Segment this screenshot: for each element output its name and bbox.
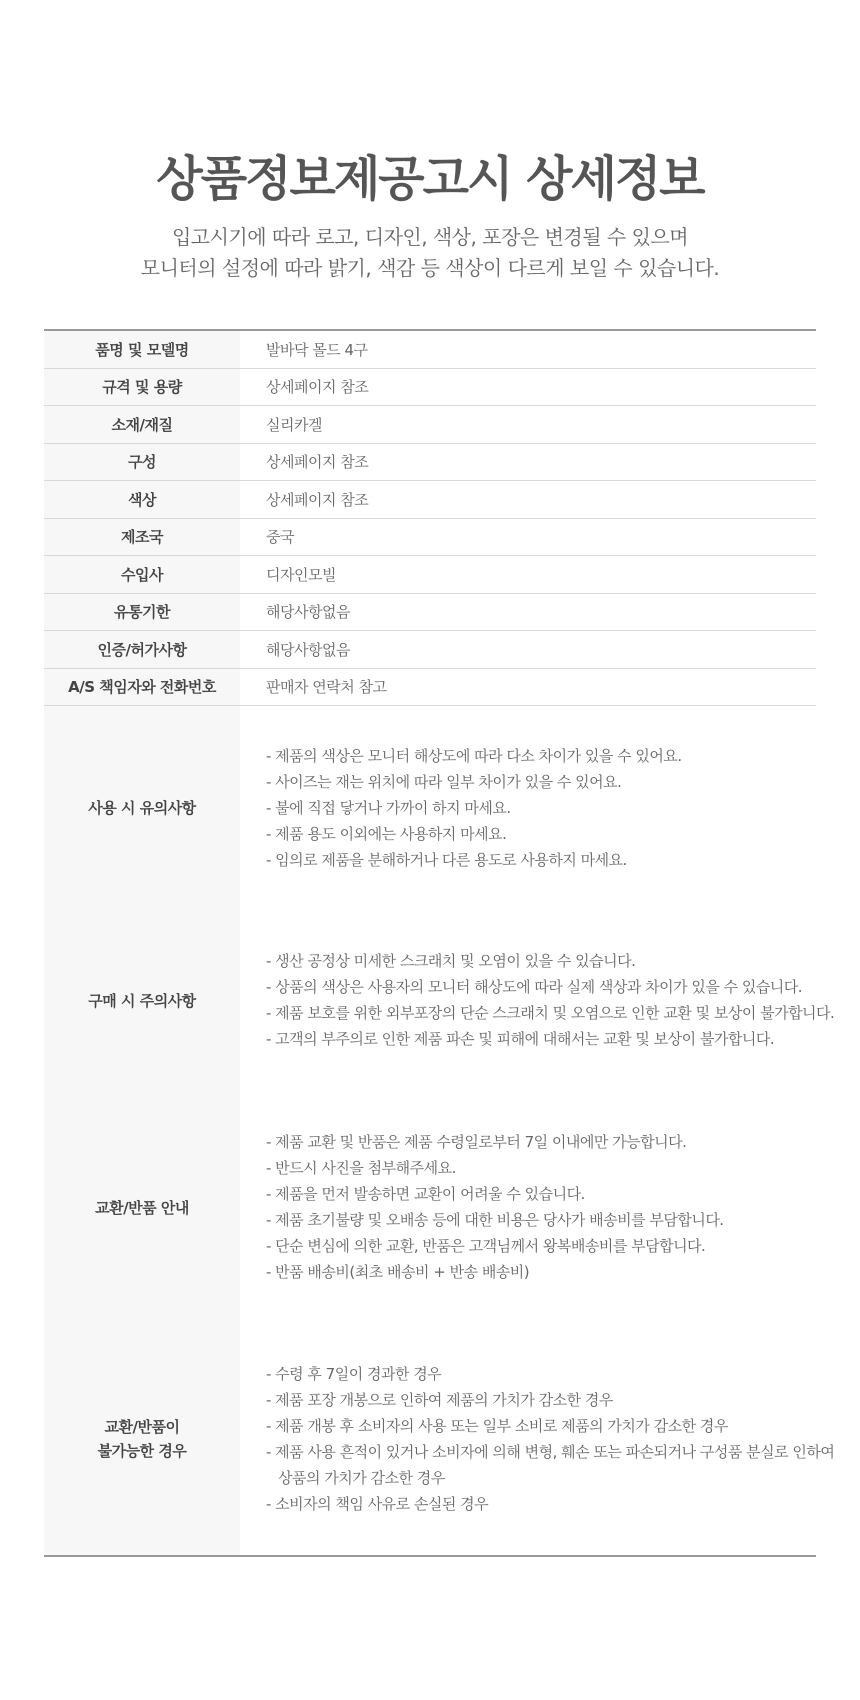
no-exchange-note: - 수령 후 7일이 경과한 경우: [266, 1365, 442, 1383]
usage-note: - 제품의 색상은 모니터 해상도에 따라 다소 차이가 있을 수 있어요.: [266, 746, 682, 765]
table-row: [44, 593, 816, 631]
purchase-note: - 고객의 부주의로 인한 제품 파손 및 피해에 대해서는 교환 및 보상이 불가합니다.: [266, 1030, 775, 1048]
usage-note: - 임의로 제품을 분해하거나 다른 용도로 사용하지 마세요.: [266, 850, 627, 869]
row-value: 해당사항없음: [240, 631, 816, 669]
exchange-note: - 제품 초기불량 및 오배송 등에 대한 비용은 당사가 배송비를 부담합니다.: [266, 1211, 724, 1229]
purchase-notes-row: [44, 909, 816, 1091]
row-label: 제조국: [44, 518, 240, 556]
usage-note: - 제품 용도 이외에는 사용하지 마세요.: [266, 824, 507, 843]
no-exchange-note: 상품의 가치가 감소한 경우: [278, 1469, 445, 1487]
usage-notes-content: [240, 706, 816, 910]
no-exchange-label-line: 교환/반품이: [104, 1418, 180, 1436]
table-row: [44, 631, 816, 669]
row-label: 색상: [44, 481, 240, 519]
table-row: [44, 518, 816, 556]
purchase-note: - 상품의 색상은 사용자의 모니터 해상도에 따라 실제 색상과 차이가 있을 수 있습니다.: [266, 978, 803, 996]
purchase-note: - 제품 보호를 위한 외부포장의 단순 스크래치 및 오염으로 인한 교환 및 보상이 불가합니다.: [266, 1004, 835, 1022]
table-row: [44, 330, 816, 368]
subtitle-line: 모니터의 설정에 따라 밝기, 색감 등 색상이 다르게 보일 수 있습니다.: [140, 256, 720, 280]
page-title: 상품정보제공고시 상세정보: [156, 151, 704, 207]
purchase-notes-label: 구매 시 주의사항: [44, 909, 240, 1091]
purchase-note: - 생산 공정상 미세한 스크래치 및 오염이 있을 수 있습니다.: [266, 952, 636, 970]
subtitle-line: 입고시기에 따라 로고, 디자인, 색상, 포장은 변경될 수 있으며: [171, 225, 689, 249]
row-label: 품명 및 모델명: [44, 330, 240, 368]
no-exchange-note: - 제품 포장 개봉으로 인하여 제품의 가치가 감소한 경우: [266, 1391, 613, 1409]
row-value: 디자인모빌: [240, 556, 816, 594]
table-row: [44, 668, 816, 706]
exchange-note: - 제품을 먼저 발송하면 교환이 어려울 수 있습니다.: [266, 1185, 585, 1203]
exchange-guide-content: [240, 1091, 816, 1323]
usage-note: - 불에 직접 닿거나 가까이 하지 마세요.: [266, 798, 511, 817]
row-value: 판매자 연락처 참고: [240, 668, 816, 706]
row-label: 규격 및 용량: [44, 368, 240, 406]
table-row: [44, 481, 816, 519]
row-label: A/S 책임자와 전화번호: [44, 668, 240, 706]
row-value: 발바닥 몰드 4구: [240, 330, 816, 368]
exchange-guide-label: 교환/반품 안내: [44, 1091, 240, 1323]
no-exchange-content: [240, 1323, 835, 1556]
no-exchange-label-line: 불가능한 경우: [97, 1442, 187, 1460]
exchange-guide-row: [44, 1091, 816, 1323]
usage-notes-row: [44, 706, 816, 910]
row-label: 소재/재질: [44, 406, 240, 444]
row-value: 해당사항없음: [240, 593, 816, 631]
usage-notes-label: 사용 시 유의사항: [44, 706, 240, 910]
exchange-note: - 반품 배송비(최초 배송비 + 반송 배송비): [266, 1263, 530, 1281]
table-row: [44, 368, 816, 406]
row-label: 수입사: [44, 556, 240, 594]
usage-note: - 사이즈는 재는 위치에 따라 일부 차이가 있을 수 있어요.: [266, 772, 622, 791]
row-label: 구성: [44, 443, 240, 481]
row-label: 유통기한: [44, 593, 240, 631]
exchange-note: - 반드시 사진을 첨부해주세요.: [266, 1159, 456, 1177]
no-exchange-note: - 제품 개봉 후 소비자의 사용 또는 일부 소비로 제품의 가치가 감소한 경우: [266, 1417, 728, 1435]
table-row: [44, 406, 816, 444]
row-value: 상세페이지 참조: [240, 368, 816, 406]
row-value: 상세페이지 참조: [240, 443, 816, 481]
row-label: 인증/허가사항: [44, 631, 240, 669]
row-value: 실리카겔: [240, 406, 816, 444]
page-subtitle: [0, 222, 860, 284]
table-row: [44, 556, 816, 594]
purchase-notes-content: [240, 909, 835, 1091]
no-exchange-label: [44, 1323, 240, 1556]
table-row: [44, 443, 816, 481]
row-value: 중국: [240, 518, 816, 556]
product-info-table: [44, 329, 835, 1557]
row-value: 상세페이지 참조: [240, 481, 816, 519]
exchange-note: - 단순 변심에 의한 교환, 반품은 고객님께서 왕복배송비를 부담합니다.: [266, 1237, 706, 1255]
no-exchange-note: - 제품 사용 흔적이 있거나 소비자에 의해 변형, 훼손 또는 파손되거나 구성품 분실로 인하여: [266, 1443, 835, 1461]
no-exchange-note: - 소비자의 책임 사유로 손실된 경우: [266, 1495, 489, 1513]
no-exchange-row: [44, 1323, 816, 1556]
exchange-note: - 제품 교환 및 반품은 제품 수령일로부터 7일 이내에만 가능합니다.: [266, 1133, 687, 1151]
